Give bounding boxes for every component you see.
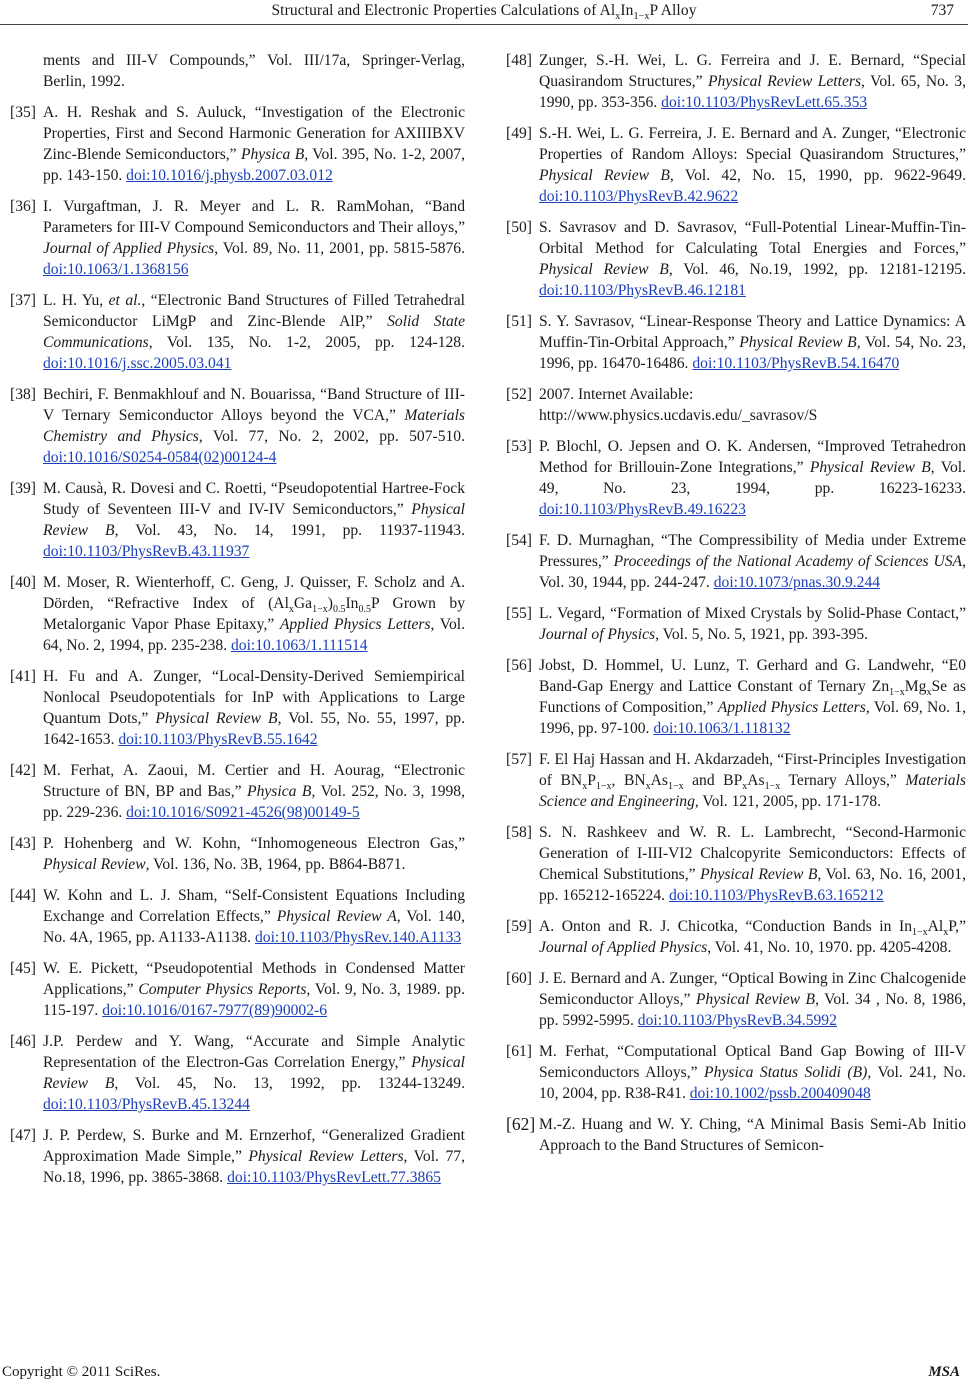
doi-link[interactable]: doi:10.1103/PhysRevB.55.1642	[118, 731, 318, 748]
page-footer	[0, 1362, 968, 1386]
doi-link[interactable]: doi:10.1063/1.111514	[231, 637, 368, 654]
doi-link[interactable]: doi:10.1103/PhysRevLett.77.3865	[227, 1169, 441, 1186]
references-left-column	[10, 50, 465, 1198]
reference-44: [44] W. Kohn and L. J. Sham, “Self-Consistent Equations Including Exchange and Correlation Effects,” Physical Review A, Vol. 140, No. 4A, 1965, pp. A1133-A1138. doi:10.1103/PhysRev.140.A1133	[10, 887, 466, 946]
reference-47: [47] J. P. Perdew, S. Burke and M. Ernzerhof, “Generalized Gradient Approximation Made Simple,” Physical Review Letters, Vol. 77, No.18, 1996, pp. 3865-3868. doi:10.1103/PhysRevLett.77.3865	[10, 1127, 465, 1186]
reference-39: [39] M. Causà, R. Dovesi and C. Roetti, “Pseudopotential Hartree-Fock Study of Seventeen III-V and IV-IV Semiconductors,” Physical Review B, Vol. 43, No. 14, 1991, pp. 11937-11943. doi:10.1103/PhysRevB.43.11937	[10, 480, 466, 560]
doi-link[interactable]: doi:10.1073/pnas.30.9.244	[713, 574, 881, 591]
doi-link[interactable]: doi:10.1002/pssb.200409048	[689, 1085, 871, 1102]
reference-continuation: ments and III-V Compounds,” Vol. III/17a, Springer-Verlag, Berlin, 1992.	[43, 52, 465, 90]
reference-53: [53] P. Blochl, O. Jepsen and O. K. Andersen, “Improved Tetrahedron Method for Brillouin-Zone Integrations,” Physical Review B, Vol. 49, No. 23, 1994, pp. 16223-16233. doi:10.1103/PhysRevB.49.16223	[506, 438, 966, 518]
page-number: 737	[930, 2, 954, 19]
reference-55: [55] L. Vegard, “Formation of Mixed Crystals by Solid-Phase Contact,” Journal of Physics, Vol. 5, No. 5, 1921, pp. 393-395.	[506, 605, 966, 643]
doi-link[interactable]: doi:10.1103/PhysRevB.63.165212	[668, 887, 884, 904]
reference-43: [43] P. Hohenberg and W. Kohn, “Inhomogeneous Electron Gas,” Physical Review, Vol. 136, No. 3B, 1964, pp. B864-B871.	[10, 835, 465, 873]
doi-link[interactable]: doi:10.1103/PhysRevB.49.16223	[539, 501, 746, 518]
reference-35: [35] A. H. Reshak and S. Auluck, “Investigation of the Electronic Properties, First and Second Harmonic Generation for AXIIIBXV Zinc-Blende Semiconductors,” Physica B, Vol. 395, No. 1-2, 2007, pp. 143-150. doi:10.1016/j.physb.2007.03.012	[10, 104, 466, 184]
reference-38: [38] Bechiri, F. Benmakhlouf and N. Bouarissa, “Band Structure of III-V Ternary Semiconductor Alloys beyond the VCA,” Materials Chemistry and Physics, Vol. 77, No. 2, 2002, pp. 507-510. doi:10.1016/S0254-0584(02)00124-4	[10, 386, 465, 466]
page-header	[0, 0, 968, 30]
reference-45: [45] W. E. Pickett, “Pseudopotential Methods in Condensed Matter Applications,” Computer Physics Reports, Vol. 9, No. 3, 1989. pp. 115-197. doi:10.1016/0167-7977(89)90002-6	[10, 960, 465, 1019]
references-right-column	[506, 50, 966, 1166]
reference-51: [51] S. Y. Savrasov, “Linear-Response Theory and Lattice Dynamics: A Muffin-Tin-Orbital Approach,” Physical Review B, Vol. 54, No. 23, 1996, pp. 16470-16486. doi:10.1103/PhysRevB.54.16470	[506, 313, 967, 372]
reference-56: [56] Jobst, D. Hommel, U. Lunz, T. Gerhard and G. Landwehr, “E0 Band-Gap Energy and Lattice Constant of Ternary $Zn_{1-x}Mg_xSe$ as Functions of Composition,” Applied Physics Letters, Vol. 69, No. 1, 1996, pp. 97-100. doi:10.1063/1.118132	[506, 657, 967, 737]
copyright-notice: Copyright © 2011 SciRes.	[2, 1364, 161, 1380]
doi-link[interactable]: doi:10.1063/1.1368156	[43, 261, 189, 278]
doi-link[interactable]: doi:10.1103/PhysRevB.34.5992	[637, 1012, 837, 1029]
reference-36: [36] I. Vurgaftman, J. R. Meyer and L. R. RamMohan, “Band Parameters for III-V Compound Semiconductors and Their alloys,” Journal of Applied Physics, Vol. 89, No. 11, 2001, pp. 5815-5876. doi:10.1063/1.1368156	[10, 198, 465, 278]
header-divider	[0, 24, 968, 25]
doi-link[interactable]: doi:10.1016/S0921-4526(98)00149-5	[126, 804, 360, 821]
reference-52: [52] 2007. Internet Available: http://www.physics.ucdavis.edu/_savrasov/S	[506, 386, 818, 424]
reference-59: [59] A. Onton and R. J. Chicotka, “Conduction Bands in $In_{1-x}Al_xP$,” Journal of Applied Physics, Vol. 41, No. 10, 1970. pp. 4205-4208.	[506, 918, 966, 956]
doi-link[interactable]: doi:10.1103/PhysRevB.54.16470	[692, 355, 900, 372]
reference-58: [58] S. N. Rashkeev and W. R. L. Lambrecht, “Second-Harmonic Generation of I-III-VI2 Chalcopyrite Semiconductors: Effects of Chemical Substitutions,” Physical Review B, Vol. 63, No. 16, 2001, pp. 165212-165224. doi:10.1103/PhysRevB.63.165212	[506, 824, 966, 904]
reference-url: http://www.physics.ucdavis.edu/_savrasov/S	[539, 407, 818, 424]
reference-54: [54] F. D. Murnaghan, “The Compressibility of Media under Extreme Pressures,” Proceedings of the National Academy of Sciences USA, Vol. 30, 1944, pp. 244-247. doi:10.1073/pnas.30.9.244	[506, 532, 966, 591]
reference-42: [42] M. Ferhat, A. Zaoui, M. Certier and H. Aourag, “Electronic Structure of BN, BP and Bas,” Physica B, Vol. 252, No. 3, 1998, pp. 229-236. doi:10.1016/S0921-4526(98)00149-5	[10, 762, 465, 821]
reference-41: [41] H. Fu and A. Zunger, “Local-Density-Derived Semiempirical Nonlocal Pseudopotentials for InP with Applications to Large Quantum Dots,” Physical Review B, Vol. 55, No. 55, 1997, pp. 1642-1653. doi:10.1103/PhysRevB.55.1642	[10, 668, 465, 748]
reference-50: [50] S. Savrasov and D. Savrasov, “Full-Potential Linear-Muffin-Tin-Orbital Method for Calculating Total Energies and Forces,” Physical Review B, Vol. 46, No.19, 1992, pp. 12181-12195. doi:10.1103/PhysRevB.46.12181	[506, 219, 966, 299]
reference-57: [57] F. El Haj Hassan and H. Akdarzadeh, “First-Principles Investigation of $BN_xP_{1-x}$, $BN_xAs_{1-x}$ and $BP_xAs_{1-x}$ Ternary Alloys,” Materials Science and Engineering, Vol. 121, 2005, pp. 171-178.	[506, 751, 966, 810]
reference-61: [61] M. Ferhat, “Computational Optical Band Gap Bowing of III-V Semiconductors Alloys,” Physica Status Solidi (B), Vol. 241, No. 10, 2004, pp. R38-R41. doi:10.1002/pssb.200409048	[506, 1043, 967, 1102]
journal-abbreviation: MSA	[928, 1364, 960, 1380]
reference-40: [40] M. Moser, R. Wienterhoff, C. Geng, J. Quisser, F. Scholz and A. Dörden, “Refractive Index of $(Al_xGa_{1-x})_{0.5}In_{0.5}P$ Grown by Metalorganic Vapor Phase Epitaxy,” Applied Physics Letters, Vol. 64, No. 2, 1994, pp. 235-238. doi:10.1063/1.111514	[10, 574, 466, 654]
reference-48: [48] Zunger, S.-H. Wei, L. G. Ferreira and J. E. Bernard, “Special Quasirandom Structures,” Physical Review Letters, Vol. 65, No. 3, 1990, pp. 353-356. doi:10.1103/PhysRevLett.65.353	[506, 52, 966, 111]
reference-62: [62] M.-Z. Huang and W. Y. Ching, “A Minimal Basis Semi-Ab Initio Approach to the Band Structures of Semicon-	[506, 1114, 966, 1154]
doi-link[interactable]: doi:10.1103/PhysRev.140.A1133	[254, 929, 462, 946]
doi-link[interactable]: doi:10.1103/PhysRevB.42.9622	[539, 188, 739, 205]
reference-46: [46] J.P. Perdew and Y. Wang, “Accurate and Simple Analytic Representation of the Electron-Gas Correlation Energy,” Physical Review B, Vol. 45, No. 13, 1992, pp. 13244-13249. doi:10.1103/PhysRevB.45.13244	[10, 1033, 465, 1113]
doi-link[interactable]: doi:10.1103/PhysRevLett.65.353	[661, 94, 868, 111]
reference-37: [37] L. H. Yu, et al., “Electronic Band Structures of Filled Tetrahedral Semiconductor LiMgP and Zinc-Blende AlP,” Solid State Communications, Vol. 135, No. 1-2, 2005, pp. 124-128. doi:10.1016/j.ssc.2005.03.041	[10, 292, 465, 372]
doi-link[interactable]: doi:10.1016/j.ssc.2005.03.041	[43, 355, 232, 372]
doi-link[interactable]: doi:10.1016/S0254-0584(02)00124-4	[43, 449, 277, 466]
doi-link[interactable]: doi:10.1103/PhysRevB.43.11937	[43, 543, 250, 560]
doi-link[interactable]: doi:10.1063/1.118132	[653, 720, 791, 737]
doi-link[interactable]: doi:10.1016/0167-7977(89)90002-6	[102, 1002, 327, 1019]
reference-60: [60] J. E. Bernard and A. Zunger, “Optical Bowing in Zinc Chalcogenide Semiconductor Alloys,” Physical Review B, Vol. 34 , No. 8, 1986, pp. 5992-5995. doi:10.1103/PhysRevB.34.5992	[506, 970, 966, 1029]
doi-link[interactable]: doi:10.1016/j.physb.2007.03.012	[126, 167, 333, 184]
doi-link[interactable]: doi:10.1103/PhysRevB.45.13244	[43, 1096, 250, 1113]
running-title: Structural and Electronic Properties Calculations of $Al_xIn_{1-x}P$ Alloy	[271, 2, 697, 23]
reference-49: [49] S.-H. Wei, L. G. Ferreira, J. E. Bernard and A. Zunger, “Electronic Properties of Random Alloys: Special Quasirandom Structures,” Physical Review B, Vol. 42, No. 15, 1990, pp. 9622-9649. doi:10.1103/PhysRevB.42.9622	[506, 125, 967, 205]
doi-link[interactable]: doi:10.1103/PhysRevB.46.12181	[539, 282, 746, 299]
